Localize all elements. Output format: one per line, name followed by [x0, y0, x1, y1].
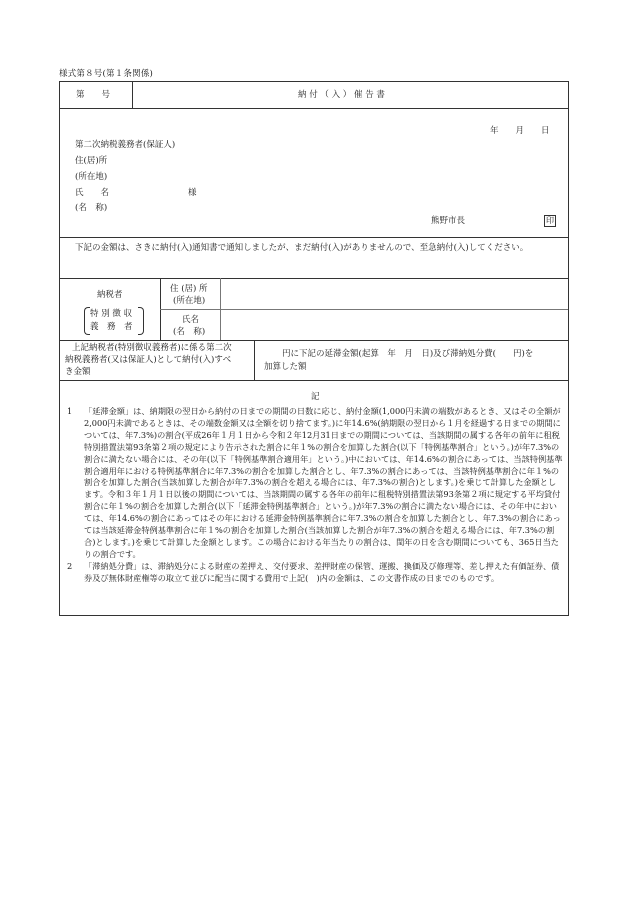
document-number-label: 第 号 — [76, 90, 111, 100]
taxpayer-address-alt: (所在地) — [173, 296, 206, 306]
name-alt-label: (名 称) — [75, 203, 108, 213]
date-line: 年 月 日 — [490, 126, 550, 136]
document-title: 納 付 （ 入 ） 催 告 書 — [298, 90, 385, 100]
amount-bottom-rule — [60, 380, 568, 381]
address-alt-label: (所在地) — [75, 172, 108, 182]
special-collector-label-line2: 義 務 者 — [90, 322, 133, 332]
taxpayer-name-label: 氏名 — [182, 315, 200, 325]
amount-description-line2: 納税義務者(又は保証人)として納付(入)すべ — [65, 355, 232, 365]
notice-body-text: 下記の金額は、さきに納付(入)通知書で通知しましたが、まだ納付(入)がありませんので、至急納付(入)してください。 — [75, 243, 529, 253]
notes-list — [65, 406, 563, 585]
addressee-bottom-rule — [60, 237, 568, 238]
amount-divider — [254, 340, 255, 380]
header-bottom-rule — [60, 108, 568, 109]
notice-form — [59, 81, 569, 616]
note-text: 「延滞金額」は、納期限の翌日から納付の日までの期間の日数に応じ、納付金額(1,000円未満の端数があるとき、又はその全額が2,000円未満であるときは、その端数金額又は全額を切り捨てます。)に年14.6%(納期限の翌日から１月を経過する日までの期間については、年7.3%)の割合(平成26年１月１日から令和２年12月31日までの期間については、当該期間の属する各年の前年に租税特別措置法第93条第２項の規定により告示された割合に年１%の割合を加算した割合(以下「特例基準割合」という。)が年7.3%の割合に満たない場合には、その年(以下「特例基準割合適用年」という。)中においては、年14.6%の割合にあっては、当該特例基準割合適用年における特例基準割合に年7.3%の割合を加算した割合とし、年7.3%の割合にあっては、当該特例基準割合に年１%の割合を加算した割合(当該加算した割合が年7.3%の割合を超える場合には、年7.3%の割合)とします。)を乗じて計算した金額とします。令和３年１月１日以後の期間については、当該期間の属する各年の前年に租税特別措置法第93条第２項に規定する平均貸付割合に年１%の割合を加算した割合(以下「延滞金特例基準割合」という。)が年7.3%の割合に満たない場合には、その年中においては、年14.6%の割合にあってはその年における延滞金特例基準割合に年7.3%の割合を加算した割合とし、年7.3%の割合にあっては当該延滞金特例基準割合に年１%の割合を加算した割合(当該加算した割合が年7.3%の割合を超える場合には、年7.3%の割合)とします。)を乗じて計算した金額とします。この場合における年当たりの割合は、閏年の日を含む期間についても、365日当たりの割合です。 — [84, 406, 563, 559]
issuer-name: 熊野市長 — [431, 216, 466, 226]
special-collector-label-line1: 特 別 徴 収 — [90, 309, 133, 319]
amount-detail-line2: 加算した額 — [264, 362, 307, 372]
taxpayer-label-divider — [220, 278, 221, 340]
note-text: 「滞納処分費」は、滞納処分による財産の差押え、交付要求、差押財産の保管、運搬、換価及び修理等、差し押えた有価証券、債券及び無体財産権等の取立て並びに配当に関する費用で上記( )内の金額は、この文書作成の日までのものです。 — [84, 560, 560, 583]
amount-description-line3: き金額 — [65, 367, 91, 377]
note-item-1 — [65, 406, 563, 561]
header-divider — [132, 82, 133, 108]
body-bottom-rule — [60, 278, 568, 279]
amount-description-line1: 上記納税者(特別徴収義務者)に係る第二次 — [72, 343, 232, 353]
taxpayer-name-alt: (名 称) — [173, 327, 206, 337]
note-item-2 — [65, 561, 563, 585]
note-number: 2 — [67, 560, 73, 571]
form-number: 様式第８号(第１条関係) — [59, 69, 154, 79]
amount-detail-line1: 円に下記の延滞金額(起算 年 月 日)及び滞納処分費( 円)を — [282, 349, 534, 359]
taxpayer-bottom-rule — [60, 340, 568, 341]
address-label: 住(居)所 — [75, 156, 108, 166]
party-label: 第二次納税義務者(保証人) — [75, 140, 176, 150]
taxpayer-mid-rule — [160, 309, 568, 310]
taxpayer-address-label: 住 (居) 所 — [170, 284, 208, 294]
taxpayer-label: 納税者 — [97, 290, 123, 300]
note-number: 1 — [67, 406, 73, 416]
right-bracket — [138, 307, 144, 335]
name-label: 氏 名 — [75, 188, 110, 198]
notes-heading: 記 — [311, 392, 320, 402]
honorific: 様 — [188, 188, 197, 198]
seal-stamp: 印 — [546, 216, 554, 225]
